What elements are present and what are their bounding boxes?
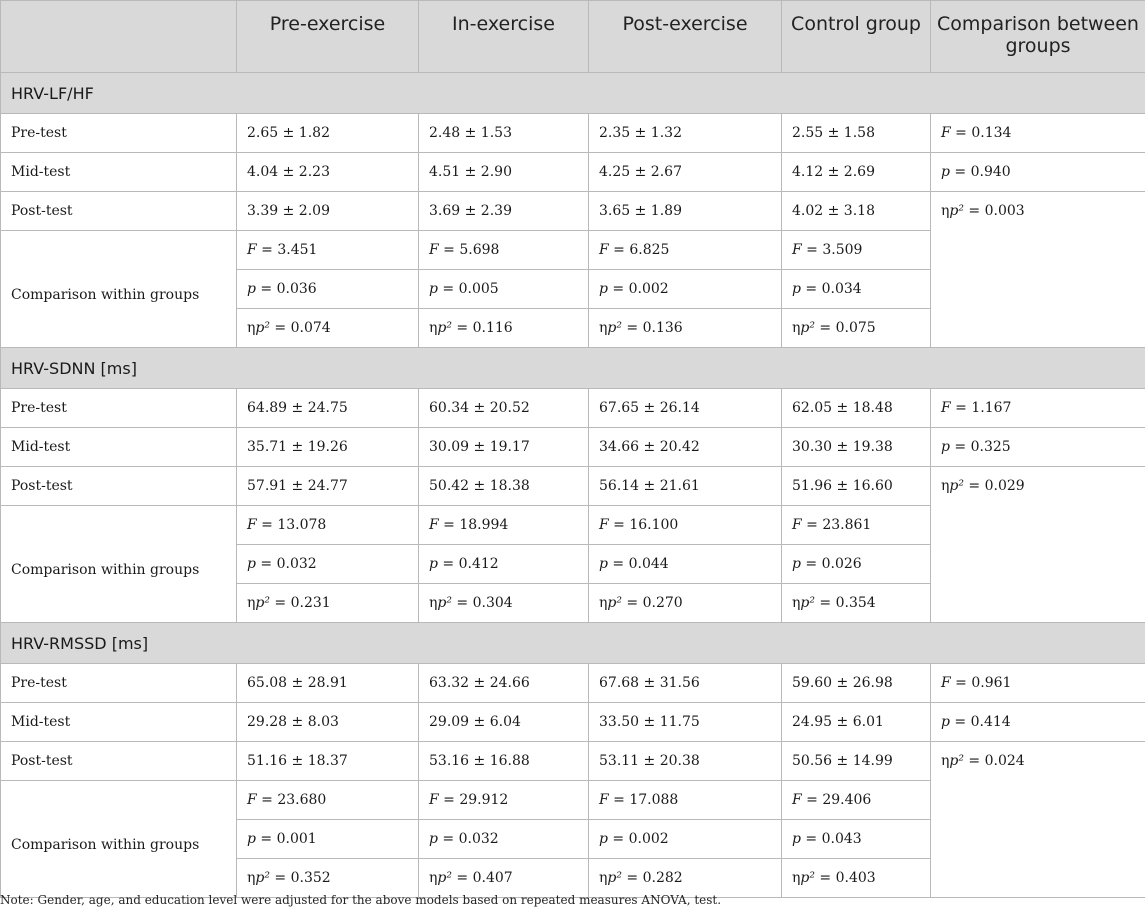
table-row — [1, 153, 1145, 192]
within-F-cell: F = 17.088 — [589, 781, 782, 820]
row-label: Post-test — [1, 467, 237, 506]
within-p-cell: p = 0.034 — [782, 270, 931, 309]
table-row — [1, 428, 1145, 467]
value-cell: 2.48 ± 1.53 — [419, 114, 589, 153]
value-cell: 30.30 ± 19.38 — [782, 428, 931, 467]
table-row — [1, 664, 1145, 703]
within-groups-label: Comparison within groups — [1, 231, 237, 348]
section-header-row — [1, 623, 1145, 664]
value-cell: 3.65 ± 1.89 — [589, 192, 782, 231]
value-cell: 67.68 ± 31.56 — [589, 664, 782, 703]
within-p-cell: p = 0.044 — [589, 545, 782, 584]
within-eta-cell: ηp² = 0.407 — [419, 859, 589, 898]
value-cell: 34.66 ± 20.42 — [589, 428, 782, 467]
within-F-cell: F = 5.698 — [419, 231, 589, 270]
value-cell: 35.71 ± 19.26 — [237, 428, 419, 467]
between-groups-cell: F = 0.134 — [931, 114, 1145, 153]
row-label: Mid-test — [1, 428, 237, 467]
within-eta-cell: ηp² = 0.075 — [782, 309, 931, 348]
value-cell: 33.50 ± 11.75 — [589, 703, 782, 742]
row-label: Pre-test — [1, 389, 237, 428]
value-cell: 4.02 ± 3.18 — [782, 192, 931, 231]
within-eta-cell: ηp² = 0.231 — [237, 584, 419, 623]
within-F-cell: F = 29.912 — [419, 781, 589, 820]
within-p-cell: p = 0.036 — [237, 270, 419, 309]
within-F-cell: F = 3.451 — [237, 231, 419, 270]
table-row — [1, 467, 1145, 506]
value-cell: 63.32 ± 24.66 — [419, 664, 589, 703]
value-cell: 4.04 ± 2.23 — [237, 153, 419, 192]
between-groups-cell: F = 0.961 — [931, 664, 1145, 703]
value-cell: 50.56 ± 14.99 — [782, 742, 931, 781]
value-cell: 67.65 ± 26.14 — [589, 389, 782, 428]
within-p-cell: p = 0.001 — [237, 820, 419, 859]
header-comparison-between-groups: Comparison between groups — [931, 1, 1145, 73]
value-cell: 2.55 ± 1.58 — [782, 114, 931, 153]
between-groups-cell: p = 0.325 — [931, 428, 1145, 467]
value-cell: 4.51 ± 2.90 — [419, 153, 589, 192]
value-cell: 53.16 ± 16.88 — [419, 742, 589, 781]
section-header-row — [1, 73, 1145, 114]
table-note: Note: Gender, age, and education level were adjusted for the above models based on repeated measures ANOVA, test. — [0, 893, 722, 907]
table-row — [1, 742, 1145, 781]
value-cell: 3.39 ± 2.09 — [237, 192, 419, 231]
header-post-exercise: Post-exercise — [589, 1, 782, 73]
row-label: Mid-test — [1, 703, 237, 742]
within-F-cell: F = 23.861 — [782, 506, 931, 545]
within-eta-cell: ηp² = 0.136 — [589, 309, 782, 348]
within-p-cell: p = 0.032 — [419, 820, 589, 859]
table-body — [1, 73, 1145, 898]
value-cell: 65.08 ± 28.91 — [237, 664, 419, 703]
between-groups-cell: ηp² = 0.003 — [931, 192, 1145, 348]
section-title: HRV-RMSSD [ms] — [1, 623, 1145, 664]
between-groups-cell: ηp² = 0.024 — [931, 742, 1145, 898]
value-cell: 51.16 ± 18.37 — [237, 742, 419, 781]
table-header-row — [1, 1, 1145, 73]
within-eta-cell: ηp² = 0.282 — [589, 859, 782, 898]
within-p-cell: p = 0.412 — [419, 545, 589, 584]
within-p-cell: p = 0.032 — [237, 545, 419, 584]
table-row — [1, 114, 1145, 153]
within-F-cell: F = 16.100 — [589, 506, 782, 545]
header-control-group: Control group — [782, 1, 931, 73]
value-cell: 29.09 ± 6.04 — [419, 703, 589, 742]
within-p-cell: p = 0.043 — [782, 820, 931, 859]
within-eta-cell: ηp² = 0.354 — [782, 584, 931, 623]
within-p-cell: p = 0.002 — [589, 820, 782, 859]
value-cell: 2.35 ± 1.32 — [589, 114, 782, 153]
between-groups-cell: p = 0.414 — [931, 703, 1145, 742]
header-cell-empty — [1, 1, 237, 73]
table-row — [1, 703, 1145, 742]
value-cell: 62.05 ± 18.48 — [782, 389, 931, 428]
value-cell: 24.95 ± 6.01 — [782, 703, 931, 742]
value-cell: 29.28 ± 8.03 — [237, 703, 419, 742]
value-cell: 59.60 ± 26.98 — [782, 664, 931, 703]
section-title: HRV-SDNN [ms] — [1, 348, 1145, 389]
value-cell: 50.42 ± 18.38 — [419, 467, 589, 506]
header-in-exercise: In-exercise — [419, 1, 589, 73]
table-row — [1, 192, 1145, 231]
row-label: Mid-test — [1, 153, 237, 192]
row-label: Post-test — [1, 742, 237, 781]
within-p-cell: p = 0.026 — [782, 545, 931, 584]
between-groups-cell: p = 0.940 — [931, 153, 1145, 192]
value-cell: 2.65 ± 1.82 — [237, 114, 419, 153]
within-F-cell: F = 29.406 — [782, 781, 931, 820]
between-groups-cell: ηp² = 0.029 — [931, 467, 1145, 623]
row-label: Pre-test — [1, 664, 237, 703]
value-cell: 4.25 ± 2.67 — [589, 153, 782, 192]
value-cell: 30.09 ± 19.17 — [419, 428, 589, 467]
within-eta-cell: ηp² = 0.074 — [237, 309, 419, 348]
value-cell: 53.11 ± 20.38 — [589, 742, 782, 781]
within-groups-label: Comparison within groups — [1, 506, 237, 623]
value-cell: 3.69 ± 2.39 — [419, 192, 589, 231]
within-F-cell: F = 23.680 — [237, 781, 419, 820]
within-eta-cell: ηp² = 0.403 — [782, 859, 931, 898]
within-eta-cell: ηp² = 0.352 — [237, 859, 419, 898]
section-title: HRV-LF/HF — [1, 73, 1145, 114]
value-cell: 56.14 ± 21.61 — [589, 467, 782, 506]
section-header-row — [1, 348, 1145, 389]
within-eta-cell: ηp² = 0.304 — [419, 584, 589, 623]
within-F-cell: F = 13.078 — [237, 506, 419, 545]
within-F-cell: F = 6.825 — [589, 231, 782, 270]
within-F-cell: F = 18.994 — [419, 506, 589, 545]
row-label: Pre-test — [1, 114, 237, 153]
value-cell: 4.12 ± 2.69 — [782, 153, 931, 192]
within-p-cell: p = 0.002 — [589, 270, 782, 309]
header-pre-exercise: Pre-exercise — [237, 1, 419, 73]
within-groups-label: Comparison within groups — [1, 781, 237, 898]
within-p-cell: p = 0.005 — [419, 270, 589, 309]
value-cell: 57.91 ± 24.77 — [237, 467, 419, 506]
between-groups-cell: F = 1.167 — [931, 389, 1145, 428]
value-cell: 51.96 ± 16.60 — [782, 467, 931, 506]
within-F-cell: F = 3.509 — [782, 231, 931, 270]
table-row — [1, 389, 1145, 428]
value-cell: 64.89 ± 24.75 — [237, 389, 419, 428]
within-eta-cell: ηp² = 0.270 — [589, 584, 782, 623]
row-label: Post-test — [1, 192, 237, 231]
value-cell: 60.34 ± 20.52 — [419, 389, 589, 428]
within-eta-cell: ηp² = 0.116 — [419, 309, 589, 348]
